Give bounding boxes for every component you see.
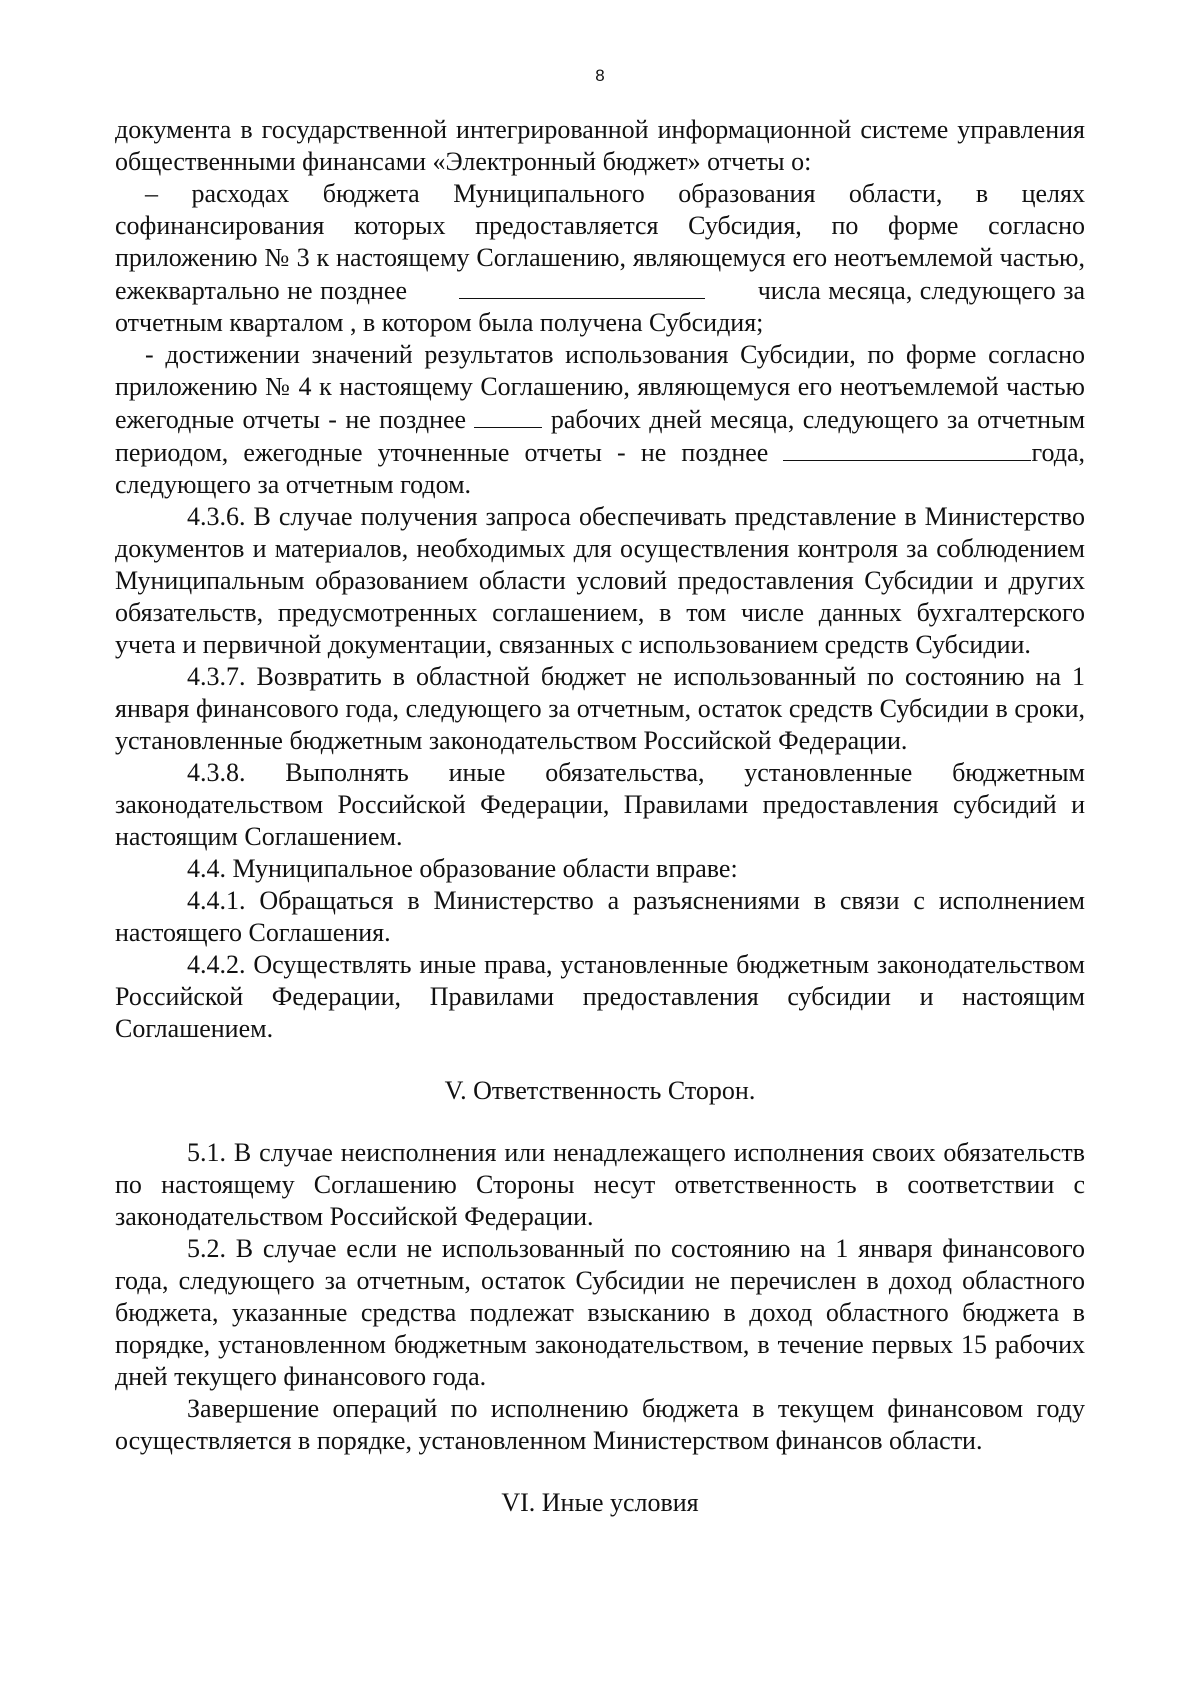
paragraph-text: года, следующего за отчетным годом. bbox=[115, 438, 1086, 499]
paragraph-4-4-2: 4.4.2. Осуществлять иные права, установленные бюджетным законодательством Российской Федерации, Правилами предоставления субсидии и настоящим Соглашением. bbox=[115, 950, 1085, 1043]
section-heading-other-conditions: VI. Иные условия bbox=[501, 1488, 699, 1517]
paragraph-4-4: 4.4. Муниципальное образование области вправе: bbox=[187, 854, 738, 883]
fill-in-blank bbox=[474, 403, 542, 428]
paragraph-continuation: документа в государственной интегрированной информационной системе управления общественными финансами «Электронный бюджет» отчеты о: bbox=[115, 115, 1085, 176]
paragraph-text: - достижении значений результатов использования Субсидии, по форме согласно приложению № 4 к настоящему Соглашению, являющемуся его неотъемлемой частью ежегодные отчеты - не позднее bbox=[115, 340, 1085, 434]
paragraph-text: числа месяца, следующего за отчетным кварталом , в котором была получена Субсидия; bbox=[115, 276, 1086, 337]
paragraph-text: рабочих дней месяца, следующего за отчетным периодом, ежегодные уточненные отчеты - не позднее bbox=[115, 405, 1086, 467]
paragraph-5-1: 5.1. В случае неисполнения или ненадлежащего исполнения своих обязательств по настоящему Соглашению Стороны несут ответственность в соответствии с законодательством Российской Федерации. bbox=[115, 1138, 1085, 1231]
paragraph-text: – расходах бюджета Муниципального образования области, в целях софинансирования которых предоставляется Субсидия, по форме согласно приложению № 3 к настоящему Соглашению, являющемуся его неотъемлемой частью, ежеквартально не позднее bbox=[115, 179, 1085, 305]
paragraph-results-report bbox=[115, 339, 1085, 501]
page-number: 8 bbox=[595, 66, 605, 85]
paragraph-5-2: 5.2. В случае если не использованный по состоянию на 1 января финансового года, следующего за отчетным, остаток Субсидии не перечислен в доход областного бюджета, указанные средства подлежат взысканию в доход областного бюджета в порядке, установленном бюджетным законодательством, в течение первых 15 рабочих дней текущего финансового года. bbox=[115, 1234, 1085, 1391]
fill-in-blank bbox=[783, 436, 1031, 461]
document-body bbox=[115, 114, 1085, 1519]
section-heading-responsibility: V. Ответственность Сторон. bbox=[444, 1076, 756, 1105]
paragraph-4-4-1: 4.4.1. Обращаться в Министерство а разъяснениями в связи с исполнением настоящего Соглашения. bbox=[115, 886, 1085, 947]
paragraph-4-3-8: 4.3.8. Выполнять иные обязательства, установленные бюджетным законодательством Российской Федерации, Правилами предоставления субсидий и настоящим Соглашением. bbox=[115, 758, 1085, 851]
paragraph-4-3-6: 4.3.6. В случае получения запроса обеспечивать представление в Министерство документов и материалов, необходимых для осуществления контроля за соблюдением Муниципальным образованием области условий предоставления Субсидии и других обязательств, предусмотренных соглашением, в том числе данных бухгалтерского учета и первичной документации, связанных с использованием средств Субсидии. bbox=[115, 502, 1085, 659]
paragraph-budget-completion: Завершение операций по исполнению бюджета в текущем финансовом году осуществляется в порядке, установленном Министерством финансов области. bbox=[115, 1394, 1085, 1455]
fill-in-blank bbox=[459, 274, 705, 299]
paragraph-4-3-7: 4.3.7. Возвратить в областной бюджет не использованный по состоянию на 1 января финансового года, следующего за отчетным, остаток средств Субсидии в сроки, установленные бюджетным законодательством Российской Федерации. bbox=[115, 662, 1085, 755]
paragraph-expenses-report bbox=[115, 178, 1085, 339]
